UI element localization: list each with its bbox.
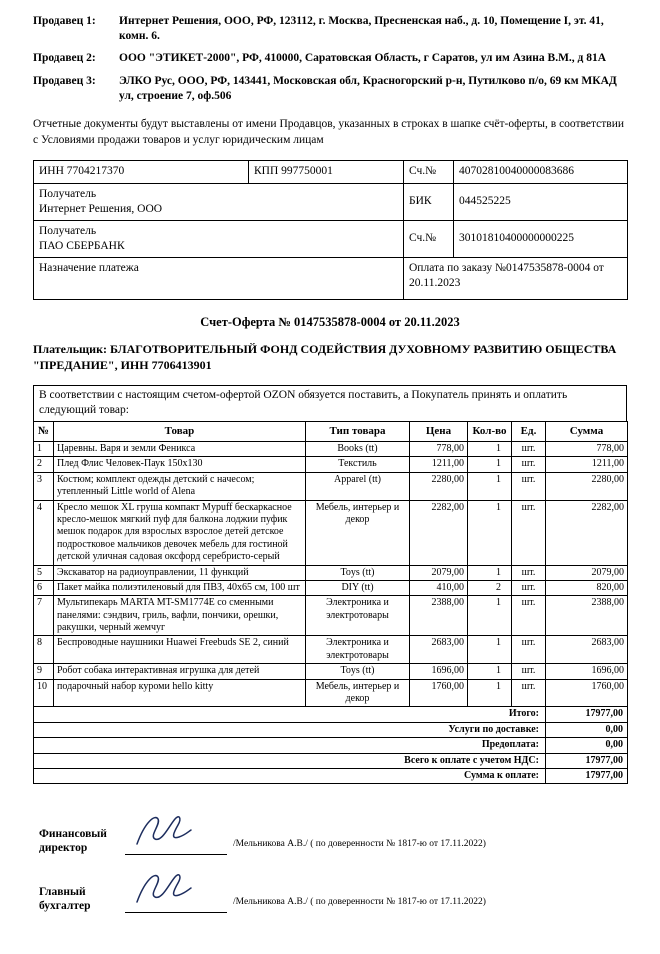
goods-header-row — [34, 421, 628, 441]
goods-cell-name: Плед Флис Человек-Паук 150х130 — [54, 457, 306, 472]
recipient2-name: ПАО СБЕРБАНК — [39, 239, 125, 252]
goods-cell-qty: 1 — [468, 636, 512, 664]
signature-ink-icon — [129, 868, 193, 915]
goods-cell-name: Пакет майка полиэтиленовый для ПВЗ, 40х65 см, 100 шт — [54, 580, 306, 595]
goods-cell-unit: шт. — [512, 500, 546, 565]
sellers-block — [33, 14, 627, 104]
col-header-name: Товар — [54, 421, 306, 441]
totals-label: Услуги по доставке: — [34, 722, 546, 737]
totals-value: 17977,00 — [546, 707, 628, 722]
account2-label: Сч.№ — [404, 220, 454, 257]
goods-cell-type: Apparel (tt) — [306, 472, 410, 500]
goods-cell-qty: 1 — [468, 472, 512, 500]
goods-cell-unit: шт. — [512, 457, 546, 472]
recipient2-label: Получатель — [39, 224, 97, 237]
account1-label: Сч.№ — [404, 160, 454, 183]
goods-cell-type: Электроника и электротовары — [306, 636, 410, 664]
goods-cell-name: Робот собака интерактивная игрушка для детей — [54, 664, 306, 679]
col-header-unit: Ед. — [512, 421, 546, 441]
goods-row — [34, 679, 628, 707]
account1-value: 40702810040000083686 — [454, 160, 628, 183]
purpose-value: Оплата по заказу №0147535878-0004 от 20.11.2023 — [404, 257, 628, 299]
goods-cell-type: Toys (tt) — [306, 565, 410, 580]
goods-cell-index: 2 — [34, 457, 54, 472]
goods-cell-price: 2683,00 — [410, 636, 468, 664]
signature-role: Главный бухгалтер — [39, 885, 91, 913]
goods-cell-unit: шт. — [512, 664, 546, 679]
goods-cell-name: Экскаватор на радиоуправлении, 11 функций — [54, 565, 306, 580]
bank-row-recipient2 — [34, 220, 628, 257]
totals-label: Предоплата: — [34, 738, 546, 753]
goods-cell-name: Кресло мешок XL груша компакт Mypuff бескаркасное кресло-мешок мягкий пуф для балкона лоджии пуфик мешок подарок для взрослых взрослое детей детское подростковое мальчиков девочек мебель для гостиной детской уличная садовая оксфорд серебристо-серый — [54, 500, 306, 565]
goods-row — [34, 472, 628, 500]
col-header-price: Цена — [410, 421, 468, 441]
totals-row — [34, 753, 628, 768]
totals-value: 17977,00 — [546, 753, 628, 768]
bik-value: 044525225 — [454, 183, 628, 220]
bank-row-purpose — [34, 257, 628, 299]
goods-cell-type: Текстиль — [306, 457, 410, 472]
goods-cell-unit: шт. — [512, 679, 546, 707]
goods-row — [34, 596, 628, 636]
goods-row — [34, 565, 628, 580]
totals-value: 17977,00 — [546, 769, 628, 784]
goods-cell-index: 8 — [34, 636, 54, 664]
goods-cell-sum: 820,00 — [546, 580, 628, 595]
inn-cell: ИНН 7704217370 — [34, 160, 249, 183]
signature-underline — [125, 854, 227, 855]
signature-ink-icon — [129, 810, 193, 857]
goods-cell-index: 5 — [34, 565, 54, 580]
goods-cell-unit: шт. — [512, 580, 546, 595]
goods-cell-price: 410,00 — [410, 580, 468, 595]
goods-table-body — [34, 442, 628, 707]
document-title: Счет-Оферта № 0147535878-0004 от 20.11.2023 — [200, 314, 460, 329]
goods-row — [34, 500, 628, 565]
bank-row-recipient1 — [34, 183, 628, 220]
goods-cell-index: 4 — [34, 500, 54, 565]
goods-cell-name: Беспроводные наушники Huawei Freebuds SE 2, синий — [54, 636, 306, 664]
totals-label: Сумма к оплате: — [34, 769, 546, 784]
goods-row — [34, 636, 628, 664]
seller-label: Продавец 2: — [33, 52, 96, 65]
recipient2-cell — [34, 220, 404, 257]
goods-cell-sum: 2079,00 — [546, 565, 628, 580]
goods-cell-name: подарочный набор куроми hello kitty — [54, 679, 306, 707]
seller-row — [33, 14, 627, 44]
col-header-type: Тип товара — [306, 421, 410, 441]
goods-row — [34, 457, 628, 472]
goods-cell-qty: 1 — [468, 500, 512, 565]
goods-row — [34, 442, 628, 457]
goods-cell-qty: 1 — [468, 442, 512, 457]
goods-cell-index: 10 — [34, 679, 54, 707]
goods-cell-sum: 1211,00 — [546, 457, 628, 472]
goods-cell-price: 2079,00 — [410, 565, 468, 580]
signature-caption: /Мельникова А.В./ ( по доверенности № 1817-ю от 17.11.2022) — [233, 897, 486, 908]
signature-caption: /Мельникова А.В./ ( по доверенности № 1817-ю от 17.11.2022) — [233, 839, 486, 850]
goods-cell-sum: 2282,00 — [546, 500, 628, 565]
signature-row — [39, 868, 627, 914]
goods-cell-unit: шт. — [512, 442, 546, 457]
goods-cell-qty: 1 — [468, 679, 512, 707]
goods-cell-price: 2388,00 — [410, 596, 468, 636]
totals-value: 0,00 — [546, 722, 628, 737]
goods-cell-price: 1696,00 — [410, 664, 468, 679]
goods-cell-type: Toys (tt) — [306, 664, 410, 679]
goods-cell-sum: 2388,00 — [546, 596, 628, 636]
signature-row — [39, 810, 627, 856]
goods-cell-price: 1211,00 — [410, 457, 468, 472]
totals-row — [34, 769, 628, 784]
goods-cell-unit: шт. — [512, 596, 546, 636]
seller-label: Продавец 3: — [33, 74, 96, 87]
goods-cell-unit: шт. — [512, 636, 546, 664]
bank-requisites-table — [33, 160, 628, 300]
seller-row — [33, 51, 627, 66]
totals-row — [34, 707, 628, 722]
goods-cell-qty: 1 — [468, 596, 512, 636]
signatures-block — [33, 810, 627, 914]
goods-cell-index: 3 — [34, 472, 54, 500]
goods-row — [34, 580, 628, 595]
goods-cell-type: Books (tt) — [306, 442, 410, 457]
seller-text: ООО "ЭТИКЕТ-2000", РФ, 410000, Саратовская Область, г Саратов, ул им Азина В.М., д 81А — [119, 52, 607, 65]
goods-cell-price: 1760,00 — [410, 679, 468, 707]
seller-text: ЭЛКО Рус, ООО, РФ, 143441, Московская обл, Красногорский р-н, Путилково п/о, 69 км МКАД ул, строение 7, оф.506 — [119, 74, 617, 102]
goods-cell-name: Царевны. Варя и земли Феникса — [54, 442, 306, 457]
goods-table — [33, 421, 628, 785]
goods-cell-price: 2280,00 — [410, 472, 468, 500]
seller-row — [33, 74, 627, 104]
bank-row-inn — [34, 160, 628, 183]
goods-cell-type: Мебель, интерьер и декор — [306, 679, 410, 707]
goods-cell-qty: 1 — [468, 457, 512, 472]
recipient1-name: Интернет Решения, ООО — [39, 202, 163, 215]
bik-label: БИК — [404, 183, 454, 220]
goods-cell-name: Костюм; комплект одежды детский с начесом; утепленный Little world of Alena — [54, 472, 306, 500]
col-header-index: № — [34, 421, 54, 441]
goods-cell-sum: 1760,00 — [546, 679, 628, 707]
goods-cell-index: 1 — [34, 442, 54, 457]
signature-line-area — [125, 868, 227, 914]
reporting-note: Отчетные документы будут выставлены от имени Продавцов, указанных в строках в шапке счёт-оферты, в соответствии с Условиями продажи товаров и услуг юридическим лицам — [33, 117, 625, 146]
goods-cell-sum: 778,00 — [546, 442, 628, 457]
offer-intro: В соответствии с настоящим счетом-офертой OZON обязуется поставить, а Покупатель принять и оплатить следующий товар: — [33, 385, 627, 421]
goods-cell-unit: шт. — [512, 565, 546, 580]
totals-row — [34, 738, 628, 753]
goods-cell-sum: 2280,00 — [546, 472, 628, 500]
goods-cell-index: 6 — [34, 580, 54, 595]
signature-line-area — [125, 810, 227, 856]
goods-cell-price: 2282,00 — [410, 500, 468, 565]
goods-row — [34, 664, 628, 679]
recipient1-label: Получатель — [39, 187, 97, 200]
signature-underline — [125, 912, 227, 913]
totals-label: Итого: — [34, 707, 546, 722]
goods-cell-type: Мебель, интерьер и декор — [306, 500, 410, 565]
goods-cell-type: Электроника и электротовары — [306, 596, 410, 636]
totals-row — [34, 722, 628, 737]
col-header-sum: Сумма — [546, 421, 628, 441]
totals-value: 0,00 — [546, 738, 628, 753]
goods-cell-name: Мультипекарь MARTA MT-SM1774E со сменными панелями: сэндвич, гриль, вафли, пончики, орешки, ракушки, черный жемчуг — [54, 596, 306, 636]
payer-line: Плательщик: БЛАГОТВОРИТЕЛЬНЫЙ ФОНД СОДЕЙСТВИЯ ДУХОВНОМУ РАЗВИТИЮ ОБЩЕСТВА "ПРЕДАНИЕ", ИНН 7706413901 — [33, 341, 617, 372]
goods-cell-sum: 1696,00 — [546, 664, 628, 679]
account2-value: 30101810400000000225 — [454, 220, 628, 257]
seller-label: Продавец 1: — [33, 15, 96, 27]
recipient1-cell — [34, 183, 404, 220]
goods-cell-index: 7 — [34, 596, 54, 636]
goods-cell-unit: шт. — [512, 472, 546, 500]
goods-cell-qty: 2 — [468, 580, 512, 595]
purpose-label: Назначение платежа — [34, 257, 404, 299]
goods-cell-sum: 2683,00 — [546, 636, 628, 664]
totals-label: Всего к оплате с учетом НДС: — [34, 753, 546, 768]
totals-body — [34, 707, 628, 784]
kpp-cell: КПП 997750001 — [249, 160, 404, 183]
col-header-qty: Кол-во — [468, 421, 512, 441]
goods-cell-index: 9 — [34, 664, 54, 679]
goods-cell-type: DIY (tt) — [306, 580, 410, 595]
seller-text: Интернет Решения, ООО, РФ, 123112, г. Москва, Пресненская наб., д. 10, Помещение I, эт. 41, комн. 6. — [119, 15, 604, 43]
signature-role: Финансовый директор — [39, 827, 107, 855]
goods-cell-qty: 1 — [468, 664, 512, 679]
goods-cell-price: 778,00 — [410, 442, 468, 457]
goods-cell-qty: 1 — [468, 565, 512, 580]
